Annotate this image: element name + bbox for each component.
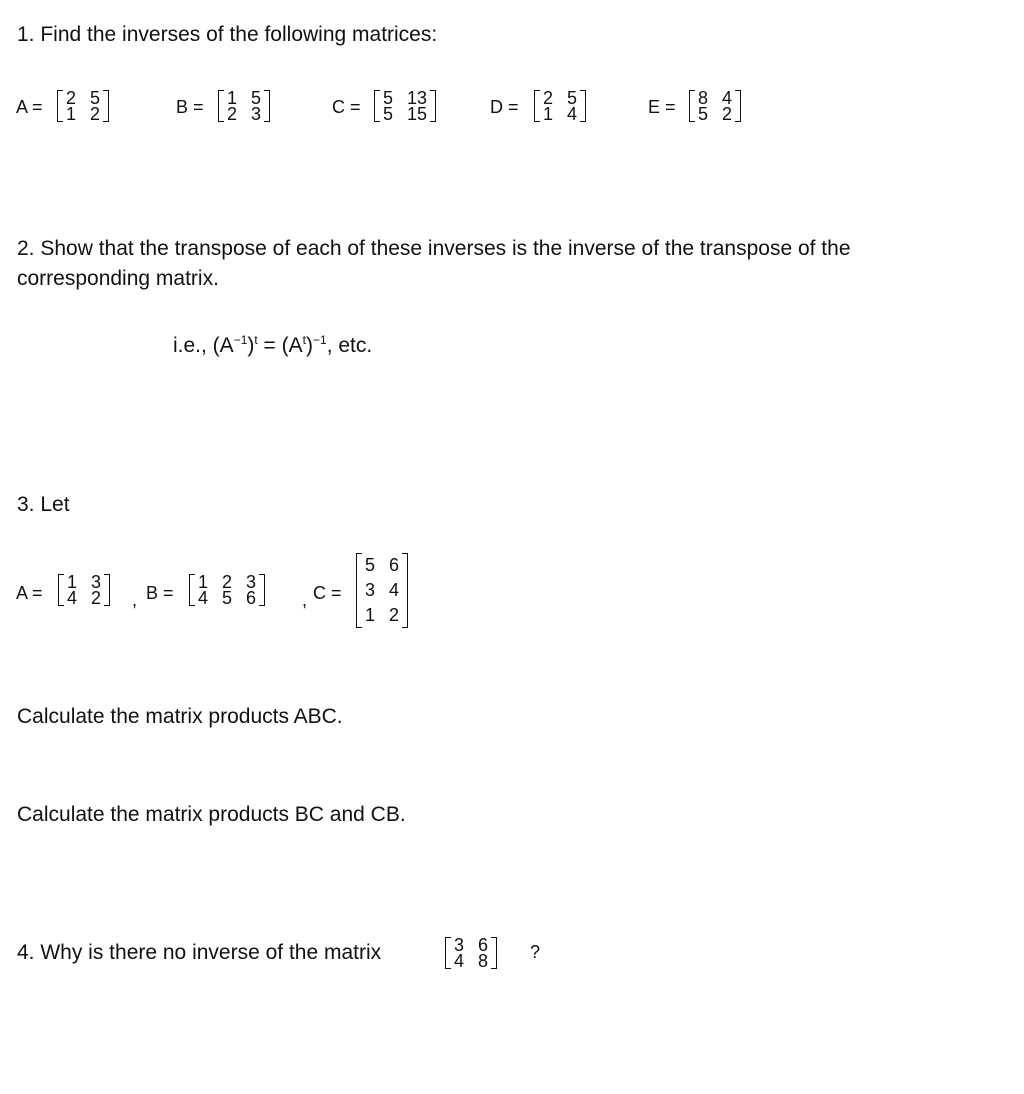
example-superscript: t: [254, 333, 258, 347]
matrix-cell: 2: [222, 572, 233, 592]
matrix-cell: 1: [365, 605, 376, 625]
q3-matrix-c: [365, 553, 399, 628]
matrix-cell: 4: [389, 580, 400, 600]
matrix-cell: 5: [698, 104, 709, 124]
q4-question-mark: ?: [530, 942, 541, 962]
q3-matrix-a: [67, 574, 101, 606]
q3-matrix-a-label: A =: [16, 583, 43, 603]
example-part: ): [306, 334, 313, 357]
q3-matrix-c-label: C =: [313, 583, 342, 603]
matrix-cell: 4: [67, 588, 78, 608]
q1-matrix-c-label: C =: [332, 97, 361, 117]
matrix-cell: 4: [722, 88, 733, 108]
matrix-cell: 4: [454, 951, 465, 971]
q1-matrix-e-label: E =: [648, 97, 676, 117]
q3-separator: ,: [302, 590, 308, 610]
matrix-cell: 5: [90, 88, 101, 108]
q1-matrix-a: [66, 90, 100, 122]
q1-matrix-a-label: A =: [16, 97, 43, 117]
example-part: i.e., (A: [173, 334, 234, 357]
q3-task-bc-cb: Calculate the matrix products BC and CB.: [17, 803, 406, 826]
matrix-cell: 5: [251, 88, 262, 108]
example-superscript: −1: [313, 333, 327, 347]
matrix-cell: 4: [198, 588, 209, 608]
matrix-cell: 1: [543, 104, 554, 124]
matrix-cell: 1: [227, 88, 238, 108]
matrix-cell: 2: [389, 605, 400, 625]
matrix-cell: 6: [478, 935, 489, 955]
matrix-cell: 5: [365, 555, 376, 575]
q1-matrix-b-label: B =: [176, 97, 204, 117]
q3-matrix-b: [198, 574, 256, 606]
example-part: , etc.: [326, 334, 373, 357]
matrix-cell: 4: [567, 104, 578, 124]
matrix-cell: 15: [407, 104, 428, 124]
matrix-cell: 5: [567, 88, 578, 108]
matrix-cell: 5: [222, 588, 233, 608]
matrix-cell: 5: [383, 104, 394, 124]
matrix-cell: 3: [365, 580, 376, 600]
matrix-cell: 8: [698, 88, 709, 108]
example-superscript: −1: [233, 333, 248, 347]
q3-matrix-b-label: B =: [146, 583, 174, 603]
q1-matrix-d: [543, 90, 577, 122]
matrix-cell: 3: [251, 104, 262, 124]
matrix-cell: 2: [66, 88, 77, 108]
q1-matrix-b: [227, 90, 261, 122]
matrix-cell: 1: [66, 104, 77, 124]
matrix-cell: 13: [407, 88, 428, 108]
matrix-cell: 1: [198, 572, 209, 592]
matrix-cell: 3: [454, 935, 465, 955]
q4-matrix: [454, 937, 488, 969]
q1-matrix-c: [383, 90, 427, 122]
matrix-cell: 2: [722, 104, 733, 124]
matrix-cell: 1: [67, 572, 78, 592]
q3-task-abc: Calculate the matrix products ABC.: [17, 705, 343, 728]
q3-separator: ,: [132, 590, 138, 610]
matrix-cell: 5: [383, 88, 394, 108]
matrix-cell: 2: [91, 588, 102, 608]
q1-matrix-e: [698, 90, 732, 122]
matrix-cell: 2: [227, 104, 238, 124]
matrix-cell: 2: [90, 104, 101, 124]
matrix-cell: 6: [246, 588, 257, 608]
matrix-cell: 2: [543, 88, 554, 108]
question-3-text: 3. Let: [17, 493, 70, 516]
matrix-cell: 3: [246, 572, 257, 592]
example-part: ): [247, 334, 255, 357]
question-4-text: 4. Why is there no inverse of the matrix: [17, 941, 382, 964]
matrix-cell: 6: [389, 555, 400, 575]
q2-example: [173, 331, 372, 361]
question-1-text: 1. Find the inverses of the following matrices:: [17, 23, 438, 46]
example-superscript: t: [302, 333, 306, 347]
q1-matrix-d-label: D =: [490, 97, 519, 117]
example-part: = (A: [257, 334, 303, 357]
matrix-cell: 3: [91, 572, 102, 592]
question-2-text: 2. Show that the transpose of each of these inverses is the inverse of the transpose of the corresponding matrix.: [17, 237, 851, 290]
matrix-cell: 8: [478, 951, 489, 971]
